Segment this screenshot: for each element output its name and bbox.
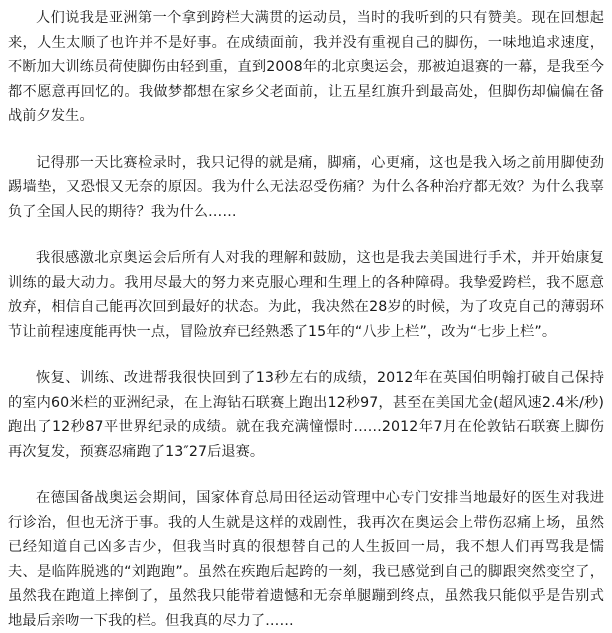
paragraph-5: 在德国备战奥运会期间，国家体育总局田径运动管理中心专门安排当地最好的医生对我进行诊治，但也无济于事。我的人生就是这样的戏剧性，我再次在奥运会上带伤忍痛上场，虽然已经知道自己凶多吉少，但我当时真的很想替自己的人生扳回一局，我不想人们再骂我是懦夫、是临阵脱逃的“刘跑跑”。虽然在疾跑后起跨的一刻，我已感觉到自己的脚跟突然变空了，虽然我在跑道上摔倒了，虽然我只能带着遗憾和无奈单腿蹦到终点，虽然我只能似乎是告别式地最后亲吻一下我的栏。但我真的尽力了…… [8,490,604,629]
paragraph-4: 恢复、训练、改进帮我很快回到了13秒左右的成绩，2012年在英国伯明翰打破自己保持的室内60米栏的亚洲纪录，在上海钻石联赛上跑出12秒97，甚至在美国尤金(超风速2.4米/秒)跑出了12秒87平世界纪录的成绩。就在我充满憧憬时……2012年7月在伦敦钻石联赛上脚伤再次复发，预赛忍痛跑了13″27后退赛。 [8,370,604,460]
paragraph-3: 我很感激北京奥运会后所有人对我的理解和鼓励，这也是我去美国进行手术，并开始康复训练的最大动力。我用尽最大的努力来克服心理和生理上的各种障碍。我挚爱跨栏，我不愿意放弃，相信自己能再次回到最好的状态。为此，我决然在28岁的时候，为了攻克自己的薄弱环节让前程速度能再快一点，冒险放弃已经熟悉了15年的“八步上栏”，改为“七步上栏”。 [8,250,604,340]
paragraph-2: 记得那一天比赛检录时，我只记得的就是痛，脚痛，心更痛，这也是我入场之前用脚使劲踢墙垫，又恐恨又无奈的原因。我为什么无法忍受伤痛？为什么各种治疗都无效？为什么我辜负了全国人民的期待？我为什么…… [8,154,604,220]
paragraph-1: 人们说我是亚洲第一个拿到跨栏大满贯的运动员，当时的我听到的只有赞美。现在回想起来，人生太顺了也许并不是好事。在成绩面前，我并没有重视自己的脚伤，一味地追求速度，不断加大训练员荷使脚伤由轻到重，直到2008年的北京奥运会，那被迫退赛的一幕，是我至今都不愿意再回忆的。我做梦都想在家乡父老面前，让五星红旗升到最高处，但脚伤却偏偏在备战前夕发生。 [8,10,604,124]
